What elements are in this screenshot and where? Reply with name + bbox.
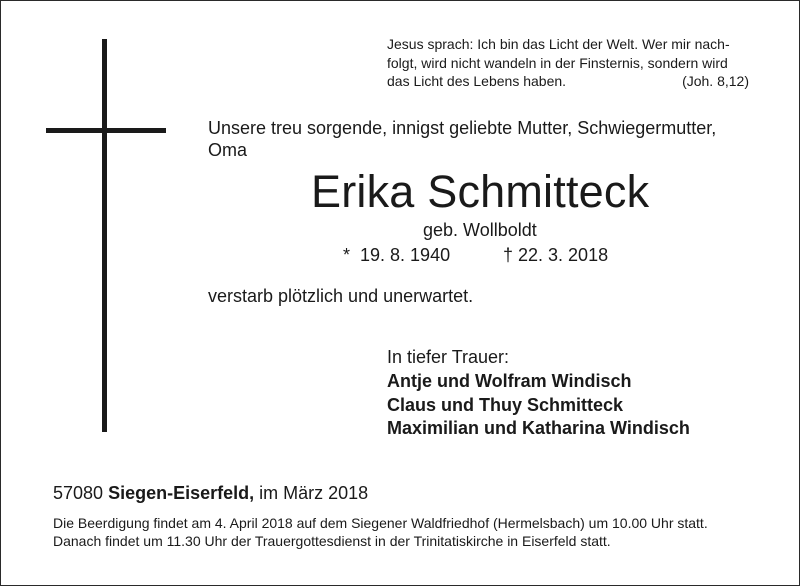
mourner-name: Maximilian und Katharina Windisch [387,418,690,438]
cross-horizontal-bar [46,128,166,133]
city-name: Siegen-Eiserfeld, [108,483,255,503]
funeral-info [53,515,747,550]
quote-line: Jesus sprach: Ich bin das Licht der Welt. Wer mir nach- [387,36,730,52]
mourner-name: Antje und Wolfram Windisch [387,371,632,391]
postal-code: 57080 [53,483,104,503]
cross-vertical-bar [102,39,107,432]
quote-reference: (Joh. 8,12) [682,73,749,89]
intro-line: Unsere treu sorgende, innigst geliebte Mutter, Schwiegermutter, [208,118,717,138]
birth-date: * 19. 8. 1940 [343,245,451,265]
bible-quote [387,35,749,91]
funeral-line: Die Beerdigung findet am 4. April 2018 auf dem Siegener Waldfriedhof (Hermelsbach) um 10.00 Uhr statt. [53,515,708,531]
quote-last-line [387,72,749,91]
mourners-title: In tiefer Trauer: [387,347,510,367]
death-statement: verstarb plötzlich und unerwartet. [208,286,474,306]
maiden-name: geb. Wollboldt [423,220,537,240]
month-date: im März 2018 [259,483,369,503]
intro-line: Oma [208,140,248,160]
place-date-line [53,482,368,504]
quote-line: das Licht des Lebens haben. [387,73,567,89]
death-date: † 22. 3. 2018 [503,245,609,265]
deceased-name: Erika Schmitteck [311,166,650,217]
quote-line: folgt, wird nicht wandeln in der Finsternis, sondern wird [387,54,728,71]
mourner-name: Claus und Thuy Schmitteck [387,394,624,415]
intro-text [208,117,768,161]
mourners-list [387,370,690,441]
funeral-line: Danach findet um 11.30 Uhr der Trauergottesdienst in der Trinitatiskirche in Eiserfeld statt. [53,532,611,549]
